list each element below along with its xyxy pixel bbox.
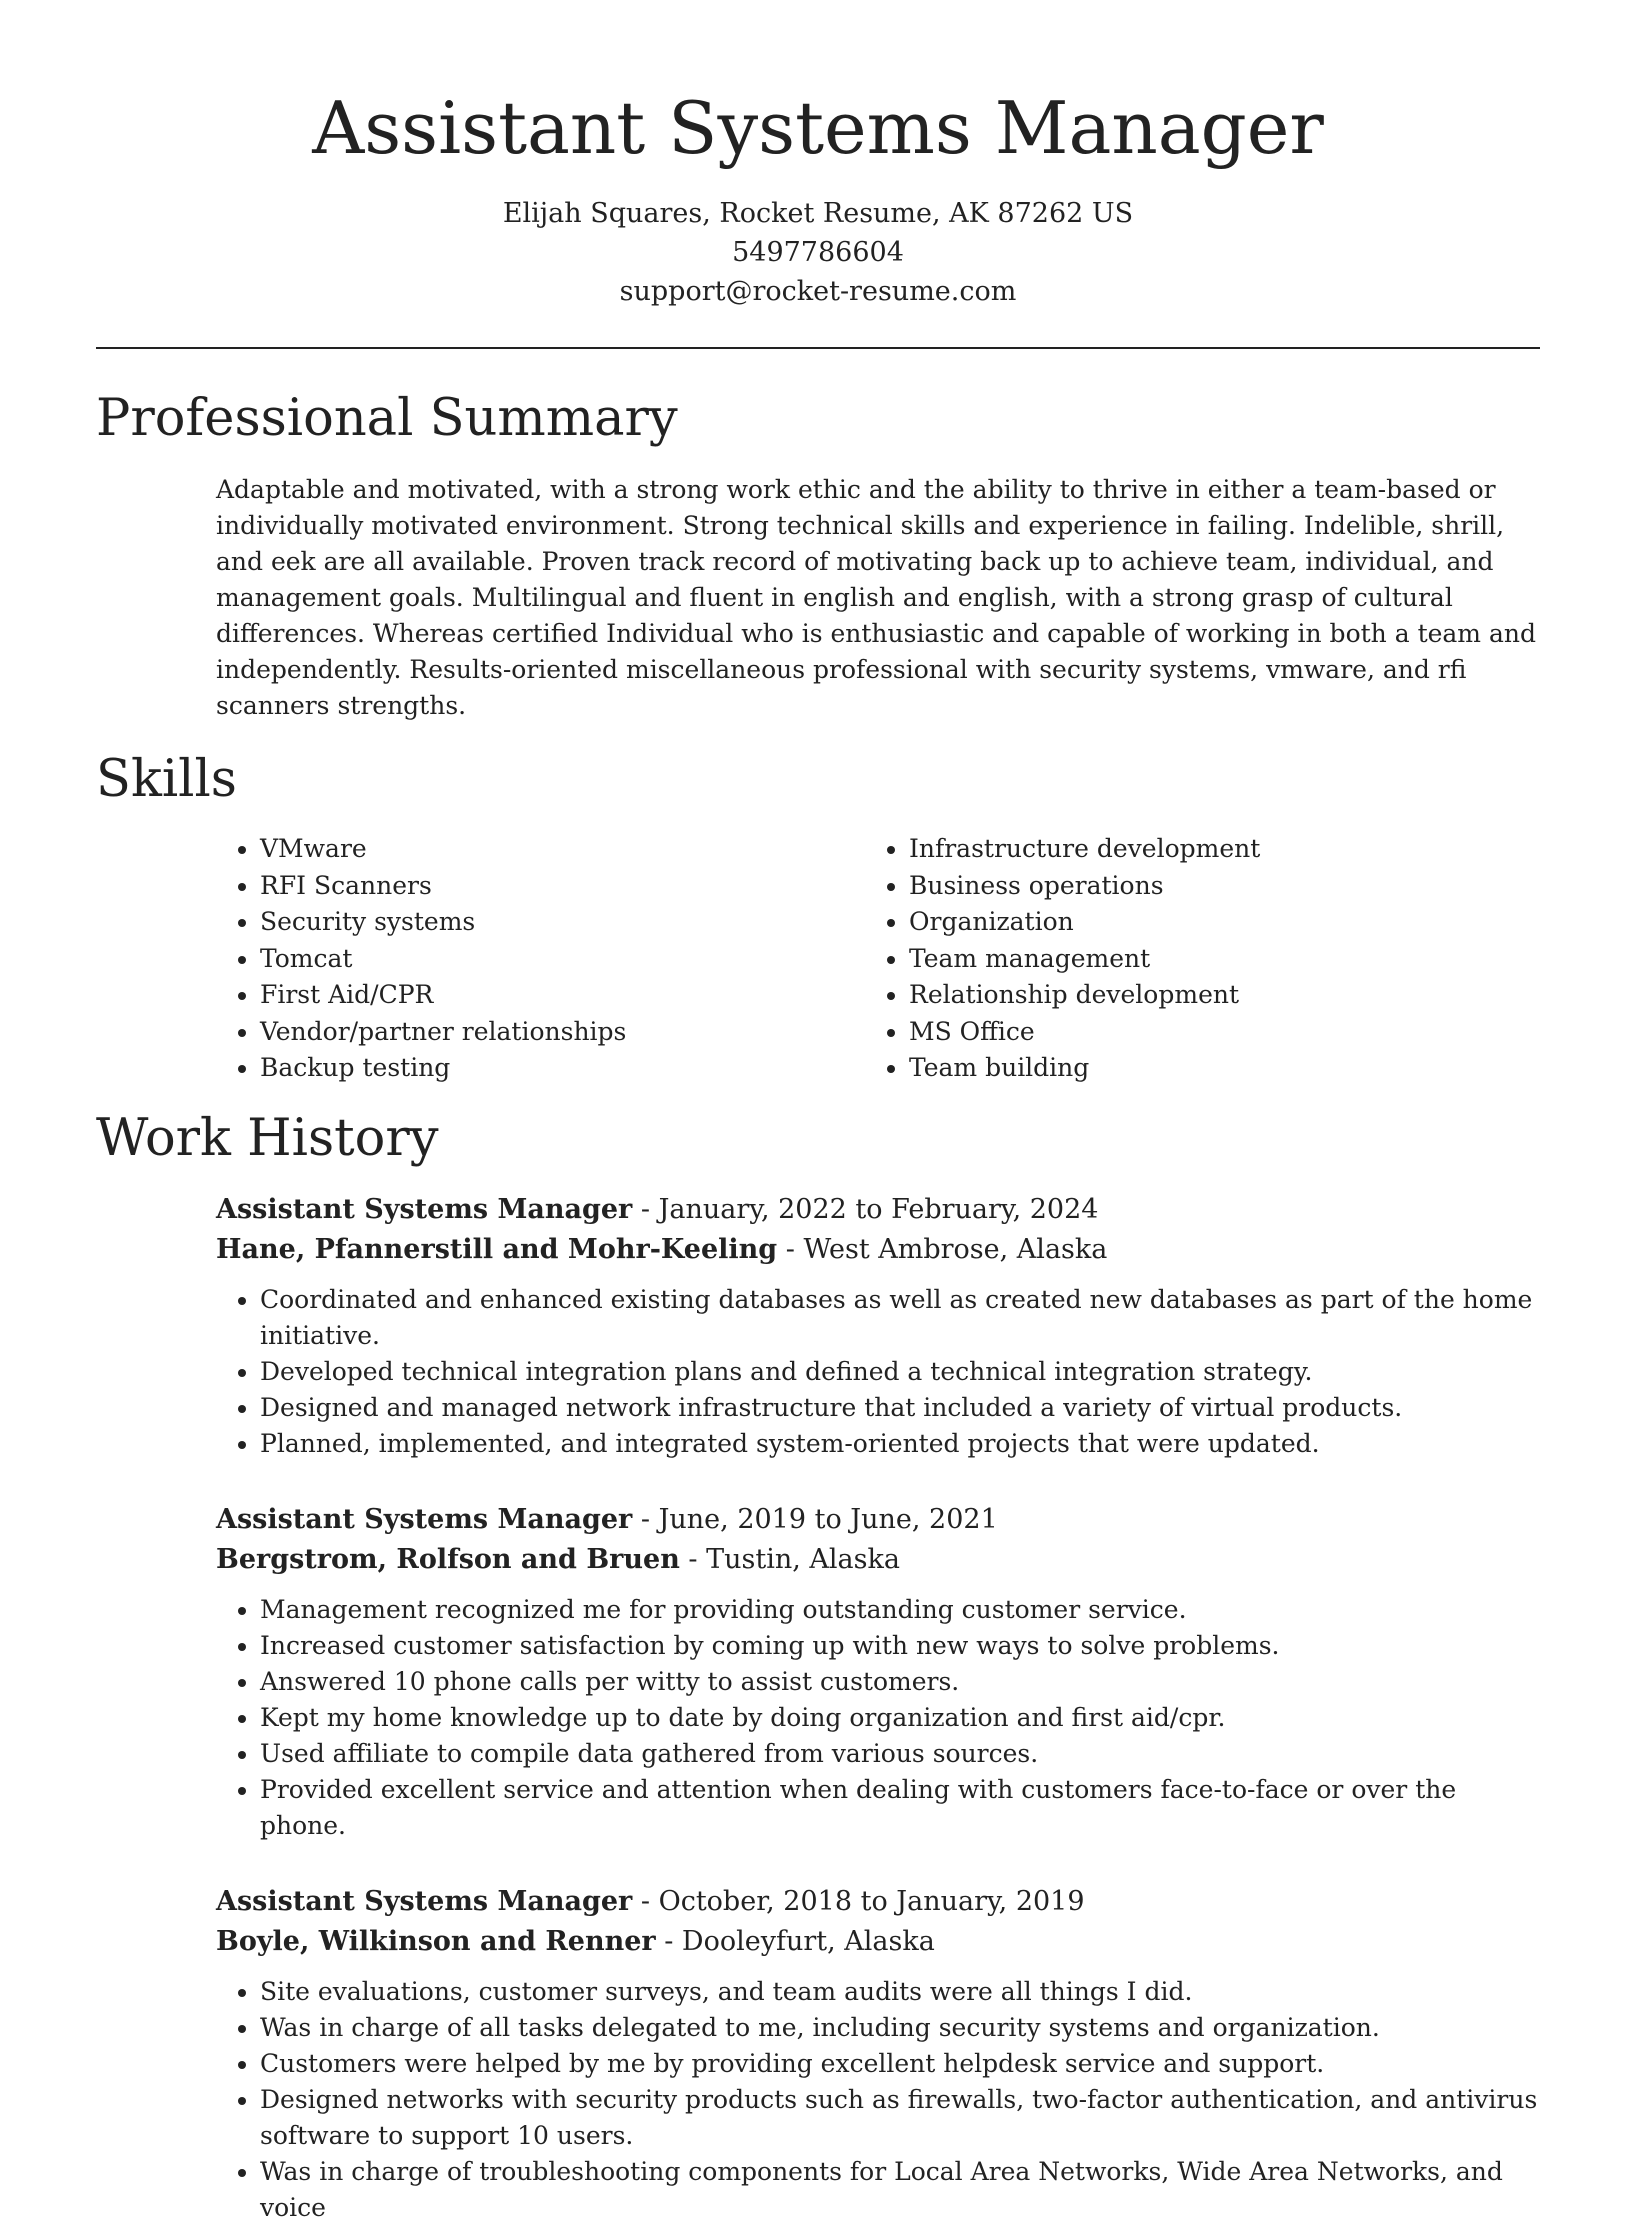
job-title-line xyxy=(216,1190,1540,1230)
skill-item: • MS Office xyxy=(909,1014,1509,1051)
skill-item: • Organization xyxy=(909,904,1509,941)
job-entry xyxy=(216,1882,1540,2226)
summary-text: Adaptable and motivated, with a strong work ethic and the ability to thrive in either a team-based or individually motivated environment. Strong technical skills and experience in failing. Indelible, shrill, and eek are all available. Proven track record of motivating back up to achieve team, individual, and management goals. Multilingual and fluent in english and english, with a strong grasp of cultural differences. Whereas certified Individual who is enthusiastic and capable of working in both a team and independently. Results-oriented miscellaneous professional with security systems, vmware, and rfi scanners strengths. xyxy=(216,475,1536,720)
job-title-line xyxy=(216,1882,1540,1922)
job-entry xyxy=(216,1500,1540,1844)
job-location: - Tustin, Alaska xyxy=(679,1543,900,1575)
job-bullet: • Planned, implemented, and integrated system-oriented projects that were updated. xyxy=(260,1426,1540,1462)
skill-item: • Relationship development xyxy=(909,977,1509,1014)
job-bullet: • Developed technical integration plans and defined a technical integration strategy. xyxy=(260,1354,1540,1390)
skill-item: • Tomcat xyxy=(260,941,865,978)
skill-item: • Team building xyxy=(909,1050,1509,1087)
job-dates: - October, 2018 to January, 2019 xyxy=(632,1885,1085,1917)
job-bullet: • Designed and managed network infrastructure that included a variety of virtual products. xyxy=(260,1390,1540,1426)
job-bullet: • Answered 10 phone calls per witty to assist customers. xyxy=(260,1664,1540,1700)
skill-item: • Vendor/partner relationships xyxy=(260,1014,865,1051)
job-company: Boyle, Wilkinson and Renner xyxy=(216,1925,656,1957)
job-bullets xyxy=(216,1974,1540,2226)
job-company: Bergstrom, Rolfson and Bruen xyxy=(216,1543,680,1575)
skill-item: • RFI Scanners xyxy=(260,868,865,905)
job-title: Assistant Systems Manager xyxy=(216,1193,633,1225)
candidate-name: Assistant Systems Manager xyxy=(312,86,1324,170)
job-location: - West Ambrose, Alaska xyxy=(777,1233,1108,1265)
skill-item: • VMware xyxy=(260,831,865,868)
job-bullet: • Management recognized me for providing outstanding customer service. xyxy=(260,1592,1540,1628)
job-title: Assistant Systems Manager xyxy=(216,1503,633,1535)
job-location: - Dooleyfurt, Alaska xyxy=(655,1925,935,1957)
job-entry xyxy=(216,1190,1540,1462)
skills-list xyxy=(216,831,1540,1087)
job-title: Assistant Systems Manager xyxy=(216,1885,633,1917)
skill-item: • Backup testing xyxy=(260,1050,865,1087)
resume-page xyxy=(96,0,1540,2226)
skills-heading: Skills xyxy=(96,750,237,809)
job-bullet: • Designed networks with security products such as firewalls, two-factor authentication, and antivirus software to support 10 users. xyxy=(260,2082,1540,2154)
job-bullet: • Kept my home knowledge up to date by doing organization and first aid/cpr. xyxy=(260,1700,1540,1736)
job-company-line xyxy=(216,1230,1540,1270)
skill-item: • First Aid/CPR xyxy=(260,977,865,1014)
header-divider xyxy=(96,347,1540,349)
job-bullet: • Increased customer satisfaction by coming up with new ways to solve problems. xyxy=(260,1628,1540,1664)
skill-item: • Team management xyxy=(909,941,1509,978)
job-company-line xyxy=(216,1922,1540,1962)
summary-heading: Professional Summary xyxy=(96,389,678,448)
job-bullet: • Site evaluations, customer surveys, and team audits were all things I did. xyxy=(260,1974,1540,2010)
contact-address: Elijah Squares, Rocket Resume, AK 87262 US xyxy=(502,198,1134,229)
job-bullets xyxy=(216,1592,1540,1844)
job-bullet: • Used affiliate to compile data gathered from various sources. xyxy=(260,1736,1540,1772)
skill-item: • Infrastructure development xyxy=(909,831,1509,868)
skill-item: • Security systems xyxy=(260,904,865,941)
job-dates: - January, 2022 to February, 2024 xyxy=(632,1193,1099,1225)
job-title-line xyxy=(216,1500,1540,1540)
work-history-heading: Work History xyxy=(96,1108,439,1168)
job-dates: - June, 2019 to June, 2021 xyxy=(632,1503,998,1535)
contact-block xyxy=(96,194,1540,311)
job-bullet: • Provided excellent service and attention when dealing with customers face-to-face or over the phone. xyxy=(260,1772,1540,1844)
job-bullet: • Was in charge of all tasks delegated to me, including security systems and organization. xyxy=(260,2010,1540,2046)
job-company-line xyxy=(216,1540,1540,1580)
job-bullet: • Was in charge of troubleshooting components for Local Area Networks, Wide Area Networks, and voice xyxy=(260,2154,1540,2226)
job-bullet: • Coordinated and enhanced existing databases as well as created new databases as part of the home initiative. xyxy=(260,1282,1540,1354)
job-company: Hane, Pfannerstill and Mohr-Keeling xyxy=(216,1233,778,1265)
contact-email: support@rocket-resume.com xyxy=(619,276,1017,307)
job-bullets xyxy=(216,1282,1540,1462)
skill-item: • Business operations xyxy=(909,868,1509,905)
skills-column-left xyxy=(216,831,865,1087)
contact-phone: 5497786604 xyxy=(732,237,904,268)
job-bullet: • Customers were helped by me by providing excellent helpdesk service and support. xyxy=(260,2046,1540,2082)
skills-column-right xyxy=(865,831,1509,1087)
